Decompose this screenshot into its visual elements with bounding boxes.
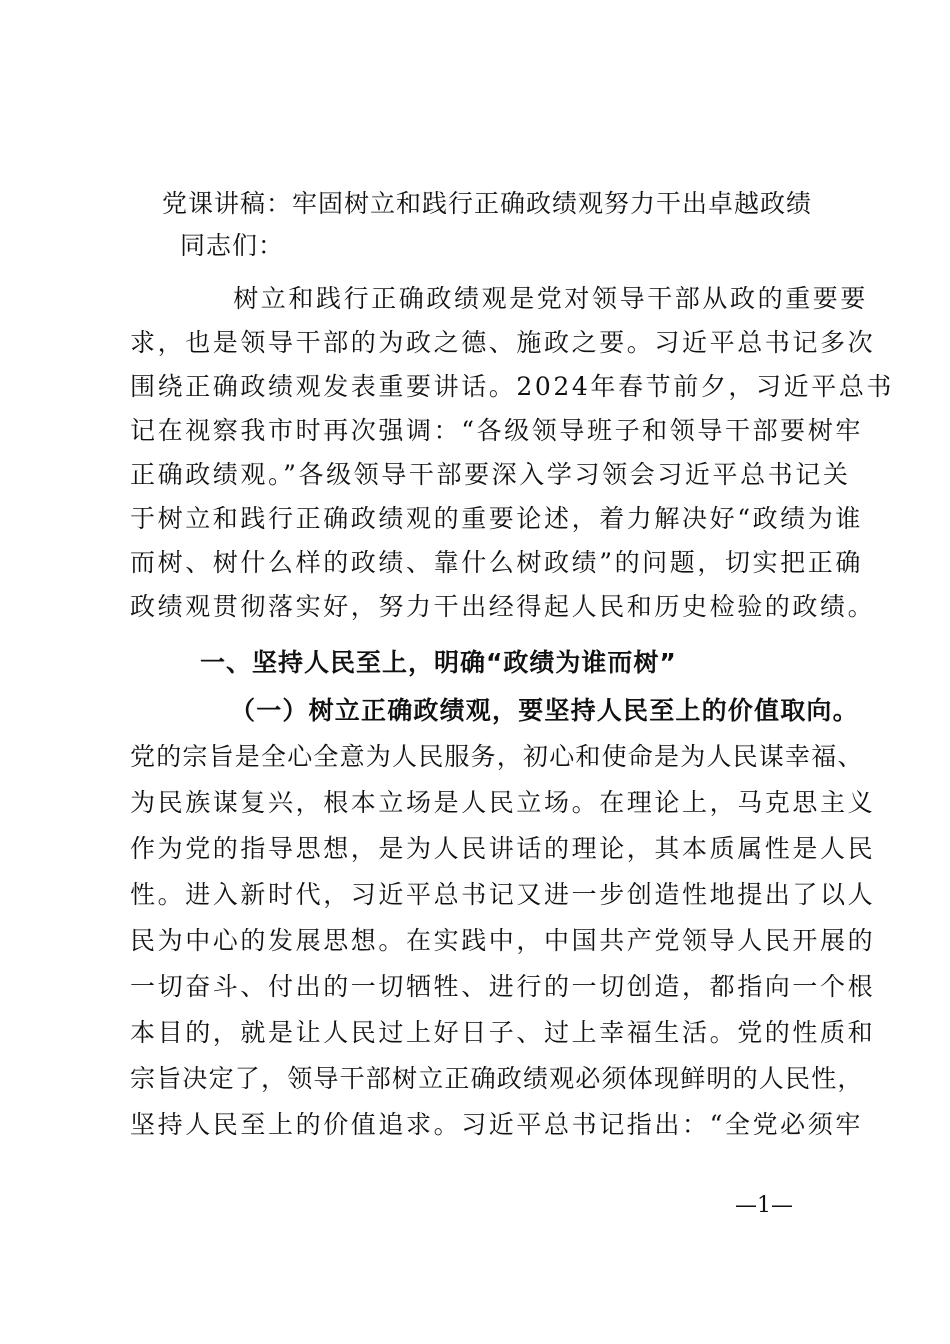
body-line: 为民族谋复兴，根本立场是人民立场。在理论上，马克思主义 bbox=[130, 788, 876, 817]
intro-line: 记在视察我市时再次强调：“各级领导班子和领导干部要树牢 bbox=[130, 416, 863, 445]
section-heading: 一、坚持人民至上，明确“政绩为谁而树” bbox=[200, 648, 677, 677]
body-line: 民为中心的发展思想。在实践中，中国共产党领导人民开展的 bbox=[130, 926, 876, 955]
intro-line: 围绕正确政绩观发表重要讲话。2024年春节前夕，习近平总书 bbox=[130, 372, 895, 401]
body-line: 坚持人民至上的价值追求。习近平总书记指出：“全党必须牢 bbox=[130, 1110, 863, 1139]
intro-line: 正确政绩观。”各级领导干部要深入学习领会习近平总书记关 bbox=[130, 460, 851, 489]
intro-line: 而树、树什么样的政绩、靠什么树政绩”的问题，切实把正确 bbox=[130, 548, 863, 577]
body-line: 本目的，就是让人民过上好日子、过上幸福生活。党的性质和 bbox=[130, 1018, 876, 1047]
intro-line: 于树立和践行正确政绩观的重要论述，着力解决好“政绩为谁 bbox=[130, 504, 863, 533]
body-line: 作为党的指导思想，是为人民讲话的理论，其本质属性是人民 bbox=[130, 834, 876, 863]
body-line: 性。进入新时代，习近平总书记又进一步创造性地提出了以人 bbox=[130, 880, 876, 909]
body-line: 一切奋斗、付出的一切牺牲、进行的一切创造，都指向一个根 bbox=[130, 972, 876, 1001]
intro-line: 政绩观贯彻落实好，努力干出经得起人民和历史检验的政绩。 bbox=[130, 592, 876, 621]
intro-line: 树立和践行正确政绩观是党对领导干部从政的重要要 bbox=[178, 284, 869, 313]
document-title: 党课讲稿：牢固树立和践行正确政绩观努力干出卓越政绩 bbox=[162, 189, 813, 218]
intro-line: 求，也是领导干部的为政之德、施政之要。习近平总书记多次 bbox=[130, 328, 876, 357]
greeting: 同志们： bbox=[180, 231, 285, 260]
body-line: 宗旨决定了，领导干部树立正确政绩观必须体现鲜明的人民性， bbox=[130, 1064, 864, 1093]
subsection-heading: （一）树立正确政绩观，要坚持人民至上的价值取向。 bbox=[230, 696, 859, 725]
body-line: 党的宗旨是全心全意为人民服务，初心和使命是为人民谋幸福、 bbox=[130, 742, 864, 771]
page-number: —1— bbox=[735, 1193, 793, 1218]
